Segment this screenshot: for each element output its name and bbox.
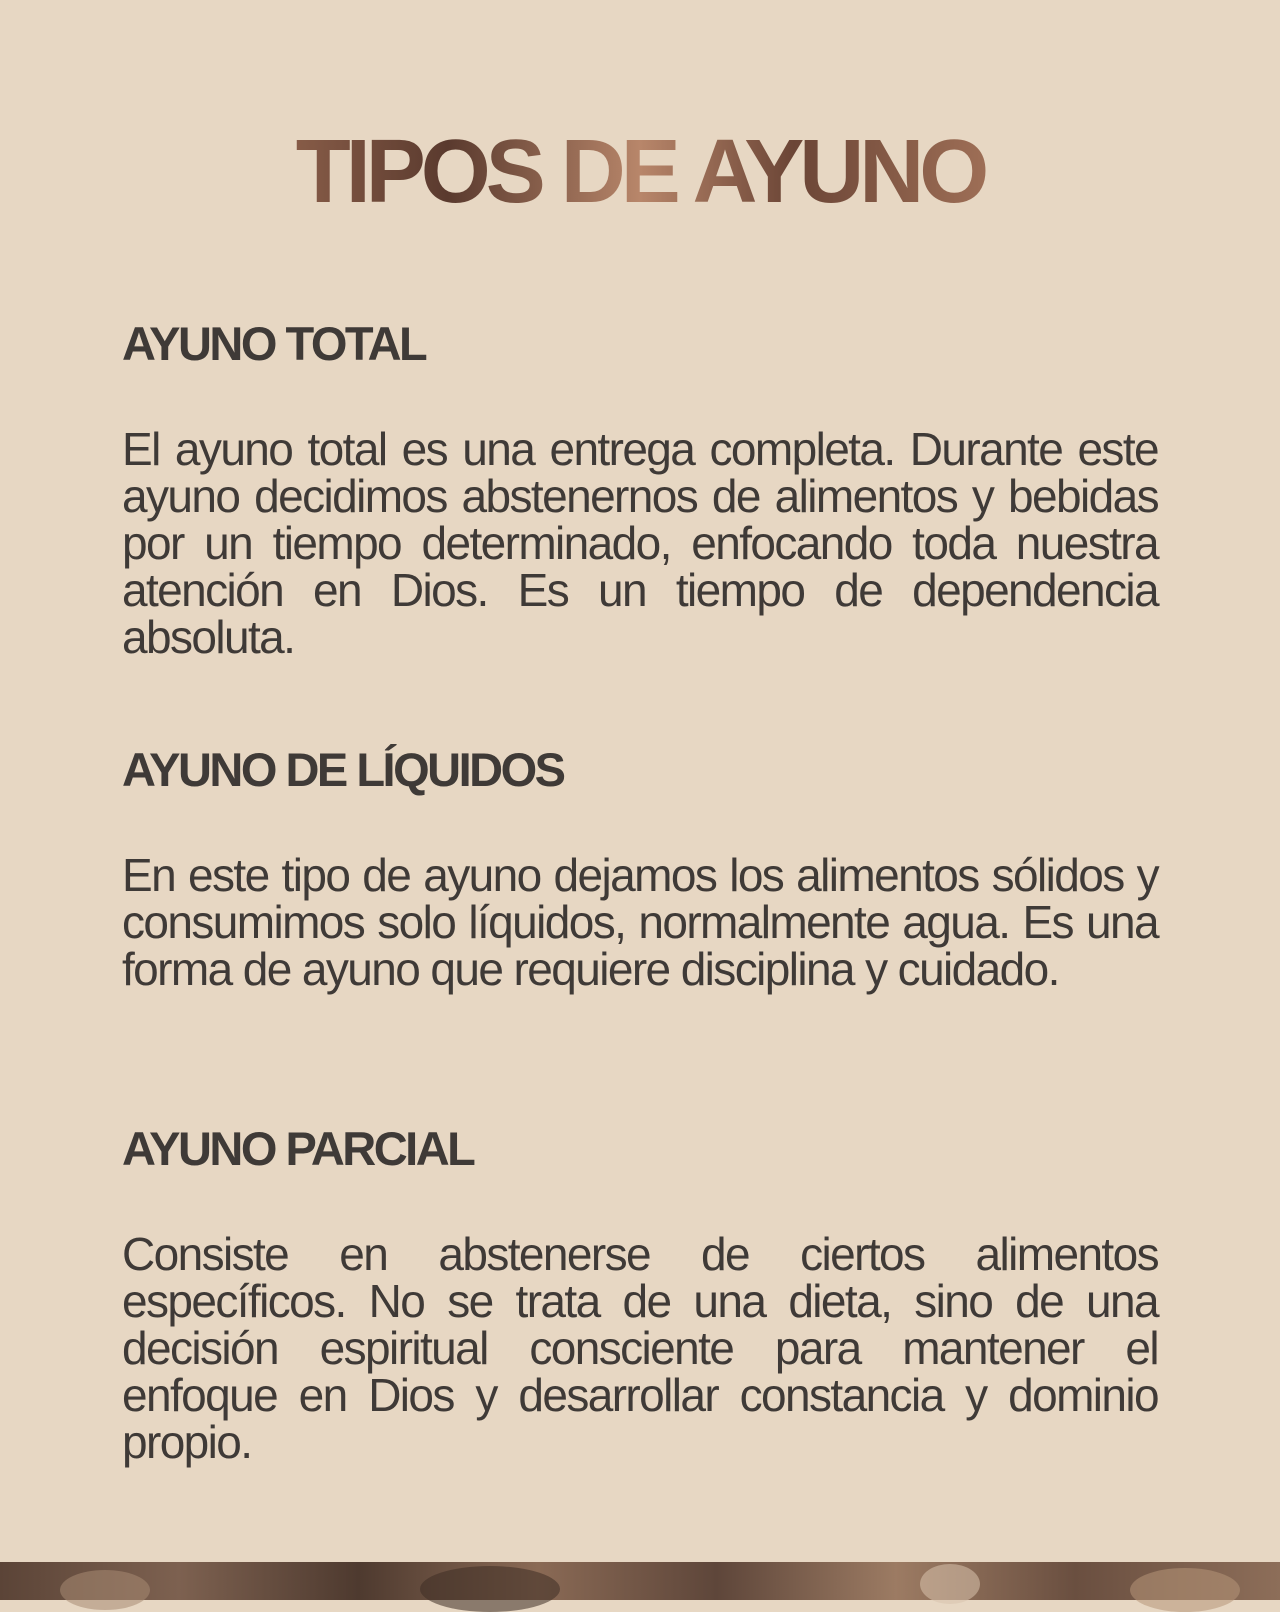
page-title: TIPOS DE AYUNO [0,118,1280,226]
bottom-photo-strip [0,1562,1280,1600]
photo-highlight [60,1570,150,1610]
section-body: Consiste en abstenerse de ciertos alimentos específicos. No se trata de una dieta, sino de una decisión espiritual consciente para mantener el enfoque en Dios y desarrollar constancia y dominio propio. [122,1228,1158,1468]
section-ayuno-parcial [122,1121,1158,1466]
section-body: El ayuno total es una entrega completa. Durante este ayuno decidimos abstenernos de alimentos y bebidas por un tiempo determinado, enfocando toda nuestra atención en Dios. Es un tiempo de dependencia absoluta. [122,423,1158,663]
photo-shadow [420,1566,560,1612]
section-body: En este tipo de ayuno dejamos los alimentos sólidos y consumimos solo líquidos, normalmente agua. Es una forma de ayuno que requiere disciplina y cuidado. [122,849,1158,995]
photo-highlight [1130,1568,1240,1612]
section-heading: AYUNO PARCIAL [122,1122,474,1175]
photo-highlight [920,1564,980,1604]
section-heading: AYUNO TOTAL [122,317,426,370]
section-ayuno-total [122,316,1158,661]
section-heading: AYUNO DE LÍQUIDOS [122,743,564,796]
section-ayuno-de-liquidos [122,742,1158,993]
